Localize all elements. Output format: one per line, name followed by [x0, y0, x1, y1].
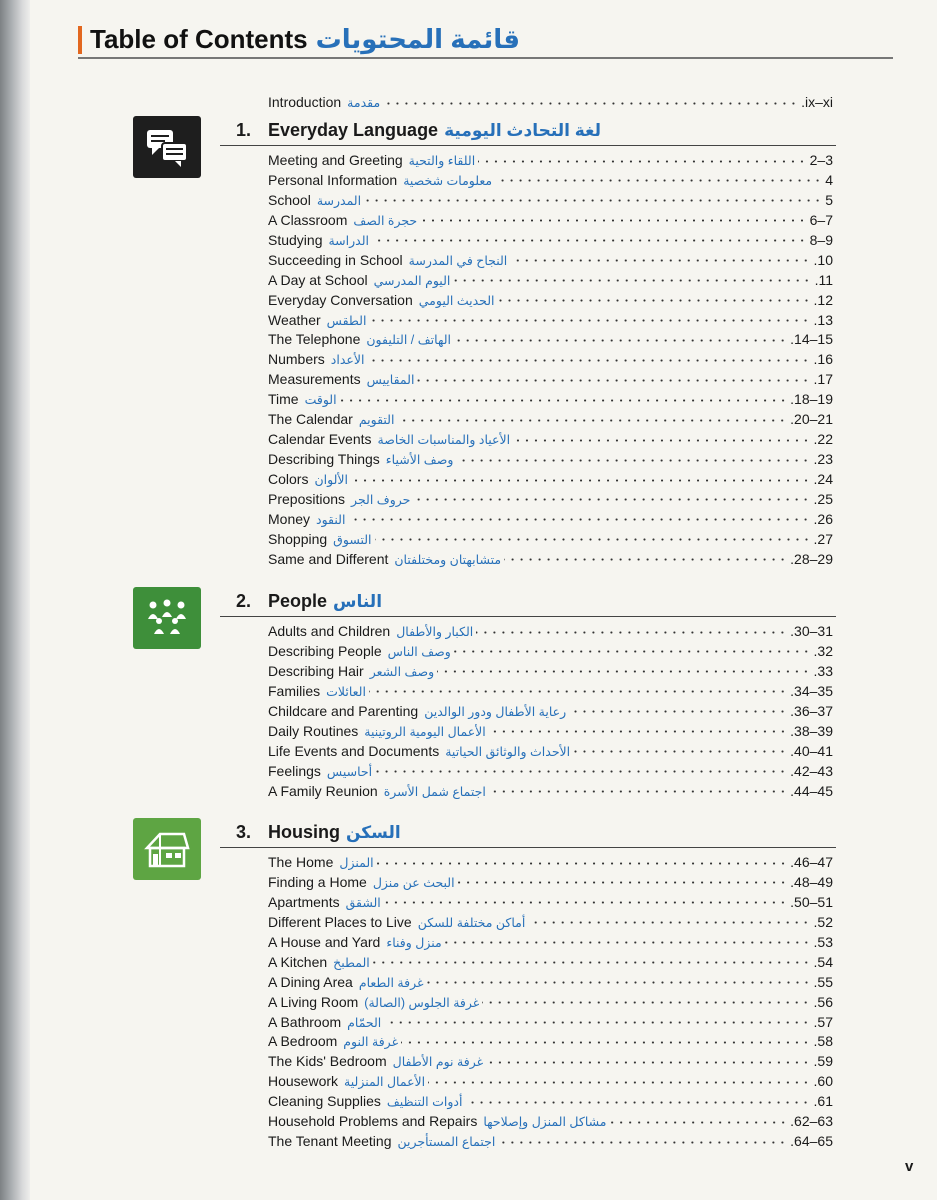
entry-pages: .62–63: [790, 1113, 833, 1130]
entry-title-arabic: الهاتف / التليفون: [366, 333, 451, 348]
entry-title: Describing Things: [268, 451, 380, 468]
toc-entry[interactable]: [268, 530, 833, 550]
entry-pages: .40–41: [790, 742, 833, 759]
entry-title: A Classroom: [268, 211, 348, 228]
entry-title: Finding a Home: [268, 873, 367, 890]
section-heading: [236, 591, 382, 612]
toc-entry[interactable]: [268, 1013, 833, 1033]
entry-title-arabic: الأعياد والمناسبات الخاصة: [377, 433, 511, 448]
entry-pages: .59: [813, 1053, 833, 1070]
dot-leader: [373, 959, 811, 967]
entry-title: A Bedroom: [268, 1033, 338, 1050]
entry-pages: 4: [825, 171, 833, 188]
dot-leader: [375, 536, 811, 544]
entry-title: Childcare and Parenting: [268, 702, 419, 719]
toc-entry[interactable]: [268, 1032, 833, 1052]
entry-title: Personal Information: [268, 171, 398, 188]
entry-title-arabic: مقدمة: [347, 96, 381, 110]
entry-pages: .14–15: [790, 331, 833, 348]
entry-title: A Kitchen: [268, 953, 328, 970]
entry-title-arabic: وصف الشعر: [369, 664, 435, 679]
toc-entry[interactable]: [268, 311, 833, 331]
dot-leader: [369, 317, 810, 325]
dot-leader: [384, 899, 787, 907]
section-number: 2.: [236, 591, 252, 611]
dot-leader: [486, 1058, 810, 1066]
toc-entry[interactable]: [268, 151, 833, 171]
entry-title: Daily Routines: [268, 722, 359, 739]
dot-leader: [498, 297, 811, 305]
entry-title-arabic: الوقت: [304, 393, 337, 408]
toc-entry[interactable]: [268, 622, 833, 642]
entry-pages: .26: [813, 510, 833, 527]
entry-pages: .24: [813, 471, 833, 487]
entry-pages: .44–45: [790, 782, 833, 799]
toc-entry[interactable]: [268, 191, 833, 211]
toc-entry[interactable]: [268, 853, 833, 873]
entry-title: Succeeding in School: [268, 251, 403, 268]
entry-pages: .30–31: [790, 623, 833, 639]
entry-title-arabic: غرفة الطعام: [358, 975, 424, 990]
dot-leader: [428, 1078, 810, 1086]
toc-entry[interactable]: [268, 350, 833, 370]
entry-title: The Telephone: [268, 331, 361, 348]
entry-pages: .61: [813, 1093, 833, 1110]
dot-leader: [417, 376, 810, 384]
entry-pages: .ix–xi: [801, 94, 833, 110]
toc-entry[interactable]: [268, 973, 833, 993]
dot-leader: [495, 177, 822, 185]
entry-title-arabic: اللقاء والتحية: [408, 154, 476, 168]
dot-leader: [377, 859, 788, 867]
entry-title-arabic: النجاح في المدرسة: [408, 253, 508, 268]
toc-entry[interactable]: [268, 171, 833, 191]
entry-pages: .55: [813, 973, 833, 990]
entry-title: Cleaning Supplies: [268, 1093, 381, 1110]
toc-entry[interactable]: [268, 782, 833, 802]
entry-pages: .18–19: [790, 391, 833, 408]
entry-pages: 5: [825, 191, 833, 208]
toc-entry[interactable]: [268, 550, 833, 570]
entry-title: Life Events and Documents: [268, 742, 440, 759]
entry-title-arabic: منزل وفناء: [386, 935, 442, 950]
entry-pages: .34–35: [790, 682, 833, 699]
entry-title-arabic: الأعداد: [330, 353, 365, 368]
toc-entry[interactable]: [268, 873, 833, 893]
entry-title-arabic: الطقس: [326, 313, 367, 328]
entry-pages: .22: [813, 431, 833, 448]
dot-leader: [489, 788, 787, 796]
section-rule: [220, 847, 836, 848]
entry-pages: .11: [814, 271, 833, 288]
house-icon: [133, 818, 201, 880]
entry-title: Colors: [268, 471, 309, 487]
entry-pages: .57: [813, 1013, 833, 1030]
entry-title: Calendar Events: [268, 431, 372, 448]
entry-title-arabic: الأعمال المنزلية: [344, 1075, 426, 1090]
entry-pages: .10: [813, 251, 833, 268]
entry-title-arabic: الشقق: [345, 895, 381, 910]
toc-entry[interactable]: [268, 231, 833, 251]
entry-pages: .33: [813, 662, 833, 679]
toc-entry[interactable]: [268, 682, 833, 702]
toc-entry[interactable]: [268, 450, 833, 470]
section-number: 1.: [236, 120, 252, 140]
toc-entry[interactable]: [268, 1052, 833, 1072]
entry-title: Introduction: [268, 94, 342, 110]
entry-pages: .27: [813, 530, 833, 547]
dot-leader: [348, 516, 810, 524]
toc-entry[interactable]: [268, 762, 833, 782]
toc-entry[interactable]: [268, 370, 833, 390]
entry-title: The Calendar: [268, 411, 353, 428]
entry-title-arabic: النقود: [316, 512, 346, 527]
entry-pages: .12: [813, 291, 833, 308]
entry-title-arabic: المقاييس: [366, 373, 415, 388]
entry-title-arabic: حروف الجر: [351, 492, 411, 507]
entry-title-arabic: اجتماع المستأجرين: [397, 1135, 496, 1150]
dot-leader: [437, 668, 810, 676]
book-binding-shadow: [0, 0, 30, 1200]
toc-entry[interactable]: [268, 893, 833, 913]
toc-entry[interactable]: [268, 390, 833, 410]
section-rule: [220, 616, 836, 617]
entry-title: Same and Different: [268, 550, 389, 567]
entry-title: Meeting and Greeting: [268, 152, 403, 168]
dot-leader: [454, 648, 811, 656]
entry-pages: .28–29: [790, 550, 833, 567]
entry-pages: .64–65: [790, 1133, 833, 1150]
section-rule: [220, 145, 836, 146]
toc-entry[interactable]: [268, 933, 833, 953]
dot-leader: [478, 157, 806, 165]
entry-title: The Home: [268, 854, 334, 870]
entry-pages: 2–3: [809, 152, 833, 168]
entry-pages: 8–9: [809, 231, 833, 248]
entry-title: Prepositions: [268, 490, 346, 507]
entry-title: Adults and Children: [268, 623, 391, 639]
entry-title-arabic: غرفة نوم الأطفال: [392, 1055, 484, 1070]
toc-entry[interactable]: [268, 1132, 833, 1152]
entry-title-arabic: اجتماع شمل الأسرة: [383, 784, 486, 799]
people-group-icon: [133, 587, 201, 649]
dot-leader: [369, 688, 787, 696]
dot-leader: [454, 336, 787, 344]
entry-title-arabic: غرفة الجلوس (الصالة): [364, 995, 480, 1010]
entry-title-arabic: الحمّام: [347, 1015, 382, 1030]
section-title-english: Housing: [268, 822, 340, 842]
dot-leader: [372, 237, 807, 245]
dot-leader: [367, 356, 810, 364]
entry-pages: .60: [813, 1073, 833, 1090]
dot-leader: [397, 416, 787, 424]
entry-title: Numbers: [268, 351, 325, 368]
entry-title-arabic: معلومات شخصية: [403, 173, 493, 188]
dot-leader: [340, 396, 788, 404]
entry-title-arabic: المطبخ: [333, 955, 370, 970]
toc-entry[interactable]: [268, 251, 833, 271]
dot-leader: [351, 476, 811, 484]
entry-title-arabic: رعاية الأطفال ودور الوالدين: [424, 704, 567, 719]
entry-title: Household Problems and Repairs: [268, 1113, 478, 1130]
entry-pages: 6–7: [809, 211, 833, 228]
entry-title: School: [268, 191, 311, 208]
toc-entry[interactable]: [268, 330, 833, 350]
entry-title: A Living Room: [268, 993, 359, 1010]
entry-title: Families: [268, 682, 321, 699]
toc-entry[interactable]: [268, 913, 833, 933]
entry-pages: .25: [813, 490, 833, 507]
toc-entry[interactable]: [268, 291, 833, 311]
toc-entry[interactable]: [268, 470, 833, 490]
entry-title: Apartments: [268, 893, 340, 910]
toc-entry[interactable]: [268, 1072, 833, 1092]
dot-leader: [384, 1019, 810, 1027]
page-header: [78, 22, 893, 62]
entry-title-arabic: الألوان: [314, 473, 348, 487]
entry-title-arabic: البحث عن منزل: [372, 875, 455, 890]
entry-title: The Kids' Bedroom: [268, 1053, 387, 1070]
dot-leader: [383, 99, 798, 107]
entry-pages: .16: [813, 351, 833, 368]
entry-title: Money: [268, 510, 311, 527]
section-entries: [268, 151, 833, 570]
entry-pages: .52: [813, 913, 833, 930]
toc-entry[interactable]: [268, 742, 833, 762]
toc-entry[interactable]: [268, 722, 833, 742]
entry-title-arabic: اليوم المدرسي: [373, 273, 451, 288]
dot-leader: [458, 879, 788, 887]
dot-leader: [489, 728, 787, 736]
entry-pages: .17: [813, 371, 833, 388]
dot-leader: [528, 919, 810, 927]
toc-entry[interactable]: [268, 510, 833, 530]
entry-title: Everyday Conversation: [268, 291, 413, 308]
toc-entry[interactable]: [268, 430, 833, 450]
entry-pages: .53: [813, 933, 833, 950]
section-title-english: Everyday Language: [268, 120, 439, 140]
dot-leader: [456, 456, 810, 464]
section-heading: [236, 120, 601, 141]
entry-title-arabic: أحاسيس: [326, 764, 373, 779]
section-entries: [268, 853, 833, 1152]
dot-leader: [610, 1118, 788, 1126]
entry-pages: .20–21: [790, 411, 833, 428]
dot-leader: [453, 277, 811, 285]
entry-pages: .58: [813, 1033, 833, 1050]
entry-pages: .32: [813, 642, 833, 659]
entry-title-arabic: الأحداث والوثائق الحياتية: [445, 744, 571, 759]
toc-entry[interactable]: [268, 271, 833, 291]
dot-leader: [465, 1098, 810, 1106]
toc-entry[interactable]: [268, 953, 833, 973]
entry-title: The Tenant Meeting: [268, 1133, 392, 1150]
entry-pages: .46–47: [790, 854, 833, 870]
header-rule: [78, 57, 893, 59]
dot-leader: [504, 556, 787, 564]
page-number: v: [905, 1158, 914, 1175]
dot-leader: [513, 436, 810, 444]
entry-title: A Day at School: [268, 271, 368, 288]
entry-title: Studying: [268, 231, 323, 248]
page-title: [90, 22, 520, 56]
page-title-arabic: قائمة المحتويات: [315, 24, 521, 54]
entry-title-arabic: الأعمال اليومية الروتينية: [364, 724, 486, 739]
entry-pages: .48–49: [790, 873, 833, 890]
dot-leader: [498, 1138, 787, 1146]
entry-title-arabic: وصف الأشياء: [385, 453, 454, 468]
dot-leader: [569, 708, 787, 716]
dot-leader: [401, 1038, 810, 1046]
entry-pages: .54: [813, 953, 833, 970]
entry-title: Different Places to Live: [268, 913, 412, 930]
dot-leader: [482, 999, 810, 1007]
entry-title: A Family Reunion: [268, 782, 378, 799]
entry-title: Feelings: [268, 762, 321, 779]
entry-title-arabic: حجرة الصف: [353, 213, 418, 228]
entry-title: A House and Yard: [268, 933, 381, 950]
toc-entry[interactable]: [268, 1112, 833, 1132]
entry-title-arabic: التسوق: [333, 532, 372, 547]
entry-pages: .50–51: [790, 893, 833, 910]
entry-pages: .56: [813, 993, 833, 1010]
section-title-arabic: الناس: [333, 592, 383, 611]
header-accent-bar: [78, 26, 82, 54]
entry-title-arabic: أماكن مختلفة للسكن: [417, 915, 526, 930]
entry-title-arabic: مشاكل المنزل وإصلاحها: [483, 1115, 607, 1130]
entry-title-arabic: متشابهتان ومختلفتان: [394, 552, 502, 567]
entry-title: Housework: [268, 1073, 339, 1090]
intro-entry-container: [268, 93, 833, 113]
toc-entry[interactable]: [268, 211, 833, 231]
dot-leader: [573, 748, 787, 756]
entry-title-arabic: التقويم: [358, 413, 395, 428]
dot-leader: [510, 257, 810, 265]
entry-title-arabic: العائلات: [326, 684, 366, 699]
section-title-english: People: [268, 591, 328, 611]
section-number: 3.: [236, 822, 252, 842]
entry-title-arabic: الدراسة: [328, 233, 370, 248]
dot-leader: [476, 628, 787, 636]
entry-title: A Bathroom: [268, 1013, 342, 1030]
toc-entry[interactable]: [268, 410, 833, 430]
toc-entry[interactable]: [268, 490, 833, 510]
dot-leader: [427, 979, 811, 987]
entry-title: Describing Hair: [268, 662, 364, 679]
speech-bubbles-icon: [133, 116, 201, 178]
page-title-english: Table of Contents: [90, 24, 308, 54]
dot-leader: [413, 496, 810, 504]
toc-entry[interactable]: [268, 702, 833, 722]
entry-title-arabic: غرفة النوم: [343, 1035, 399, 1050]
dot-leader: [420, 217, 807, 225]
entry-pages: .23: [813, 451, 833, 468]
entry-title-arabic: المنزل: [339, 856, 374, 870]
toc-entry[interactable]: [268, 993, 833, 1013]
section-heading: [236, 822, 401, 843]
entry-title-arabic: وصف الناس: [387, 644, 451, 659]
entry-title: Weather: [268, 311, 321, 328]
entry-title-arabic: الكبار والأطفال: [396, 625, 474, 639]
toc-entry[interactable]: [268, 1092, 833, 1112]
entry-title-arabic: أدوات التنظيف: [386, 1095, 463, 1110]
entry-pages: .42–43: [790, 762, 833, 779]
entry-title: Shopping: [268, 530, 328, 547]
entry-title-arabic: المدرسة: [316, 193, 362, 208]
toc-entry[interactable]: [268, 662, 833, 682]
dot-leader: [364, 197, 822, 205]
entry-title: A Dining Area: [268, 973, 353, 990]
dot-leader: [445, 939, 811, 947]
entry-title-arabic: الحديث اليومي: [418, 293, 495, 308]
entry-pages: .36–37: [790, 702, 833, 719]
section-entries: [268, 622, 833, 801]
dot-leader: [375, 768, 787, 776]
section-title-arabic: السكن: [346, 823, 401, 842]
toc-entry-introduction[interactable]: [268, 93, 833, 113]
entry-title: Measurements: [268, 371, 361, 388]
entry-pages: .38–39: [790, 722, 833, 739]
entry-title: Describing People: [268, 642, 382, 659]
toc-entry[interactable]: [268, 642, 833, 662]
entry-title: Time: [268, 391, 299, 408]
entry-pages: .13: [813, 311, 833, 328]
section-title-arabic: لغة التحادث اليومية: [444, 121, 601, 140]
